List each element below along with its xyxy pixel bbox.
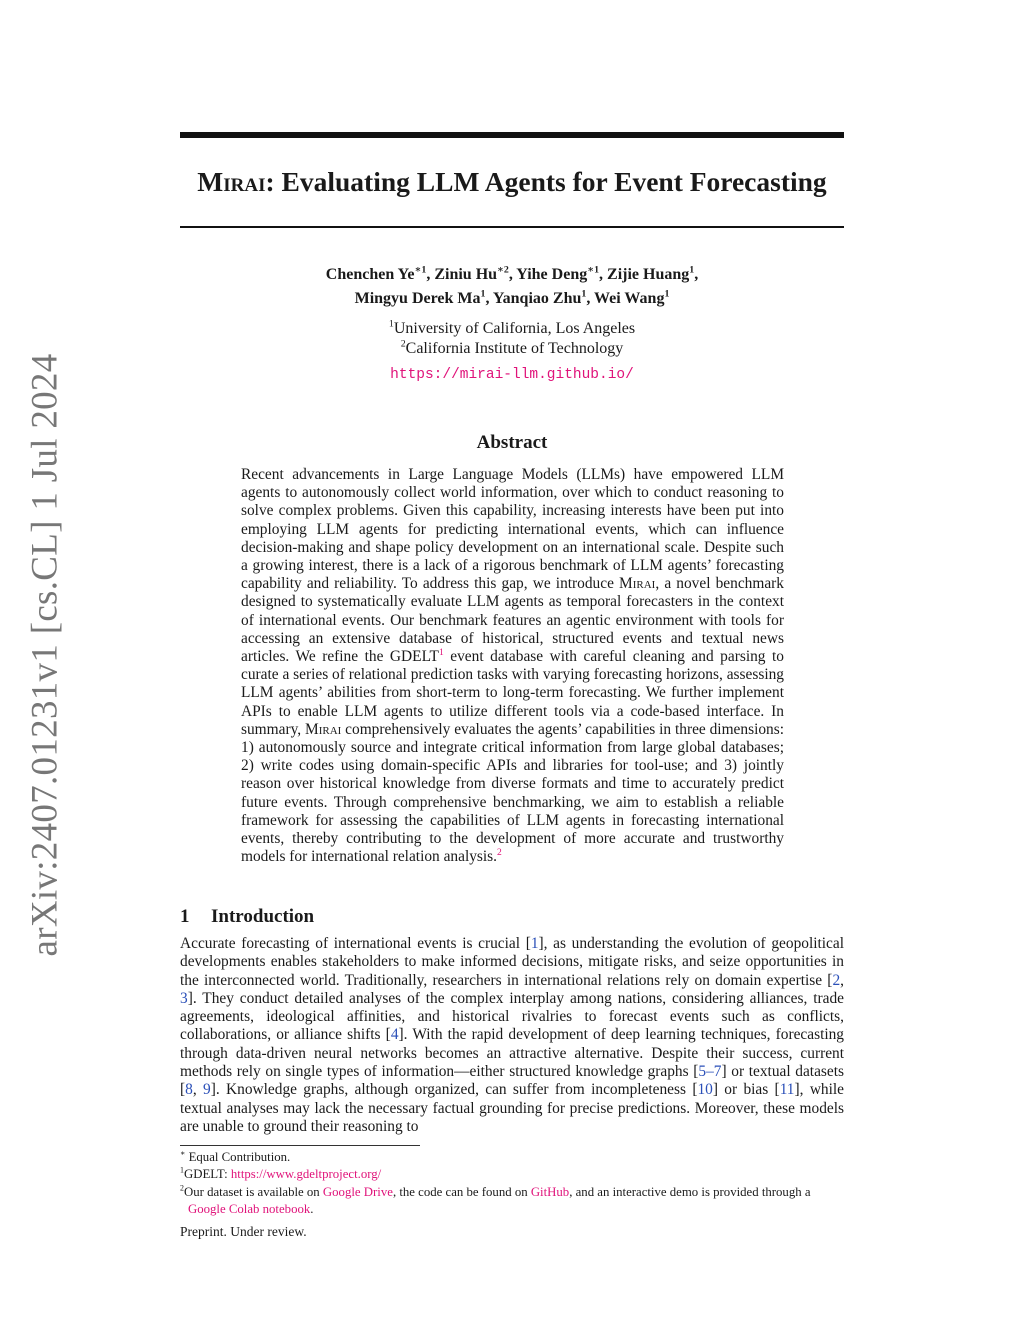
footnote-2: $^2$Our dataset is available on Google Drive, the code can be found on GitHub, and an interactive demo is provided through a Google Colab notebook. [180,1183,811,1216]
citation-link[interactable]: 3 [180,989,188,1007]
author-line-1 [180,266,844,284]
author: Chenchen $Ye^{∗1}$, [325,264,435,283]
citation-link[interactable]: 9 [203,1081,211,1099]
paper-title [180,166,844,198]
benchmark-name: Mirai [305,720,342,738]
title-top-rule [180,132,844,138]
abstract-body: Recent advancements in Large Language Models (LLMs) have empowered LLM agents to autonomously collect world information, over which to conduct reasoning to solve complex problems. Given this capability, increasing interests have been put into employing LLM agents for predicting international events, which can influence decision-making and shape policy development on an international scale. Despite such a growing interest, there is a lack of a rigorous benchmark of LLM agents’ forecasting capability and reliability. To address this gap, we introduce Mirai, a novel benchmark designed to systematically evaluate LLM agents as temporal forecasters in the context of international events. Our benchmark features an agentic environment with tools for accessing an extensive database of historical, structured events and textual news articles. We refine the GDELT$^1$ event database with careful cleaning and parsing to curate a series of relational prediction tasks with varying forecasting horizons, assessing LLM agents’ abilities from short-term to long-term forecasting. We further implement APIs to enable LLM agents to utilize different tools via a code-based interface. In summary, Mirai comprehensively evaluates the agents’ capabilities in three dimensions: 1) autonomously source and integrate critical information from large global databases; 2) write codes using domain-specific APIs and libraries for tool-use; and 3) jointly reason over historical knowledge from diverse formats and time to accurately predict future events. Through comprehensive benchmarking, we aim to establish a reliable framework for assessing the capabilities of LLM agents in forecasting international events, thereby contributing to the development of more accurate and trustworthy models for international relation analysis.$^2$ [241,466,785,866]
author: Yanqiao Zhu$^1$, [492,288,595,307]
footnote-1: $^1$GDELT: https://www.gdeltproject.org/ [180,1165,382,1181]
citation-link[interactable]: 2 [832,971,841,989]
author: Zijie Huang$^1$, [607,264,699,283]
citation-link[interactable]: 4 [390,1026,399,1044]
gdelt-link[interactable]: https://www.gdeltproject.org/ [230,1167,382,1181]
citation-link[interactable]: 10 [697,1081,713,1099]
author-line-2 [180,290,844,308]
citation-link[interactable]: 1 [530,935,539,952]
title-bottom-rule [180,226,844,228]
abstract-heading: Abstract [476,432,548,453]
author: Mingyu Derek Ma$^1$, [354,288,493,307]
footnote-ref-2[interactable]: 2 [497,847,502,859]
project-url-link[interactable]: https://mirai-llm.github.io/ [390,367,634,383]
footnote-equal-contribution: ∗ Equal Contribution. [180,1148,291,1164]
author: Ziniu $Hu^{∗2}$, [434,264,517,283]
affiliation: $^2$California Institute of Technology [400,338,624,357]
title-rest: : Evaluating LLM Agents for Event Forecasting [265,166,827,197]
preprint-notice: Preprint. Under review. [180,1224,307,1239]
citation-link[interactable]: 8 [185,1081,193,1099]
github-link[interactable]: GitHub [530,1185,570,1199]
colab-notebook-link[interactable]: Google Colab notebook [188,1201,311,1216]
arxiv-side-stamp: arXiv:2407.01231v1 [cs.CL] 1 Jul 2024 [24,353,66,957]
affiliation: $^1$University of California, Los Angeles [388,318,636,337]
section-heading-introduction: 1 Introduction [180,906,315,927]
footnote-ref-1[interactable]: 1 [438,646,444,658]
author: Yihe Deng$^{∗1}$, [516,264,608,283]
title-benchmark-name: Mirai [197,166,266,197]
introduction-body: Accurate forecasting of international events is crucial [1], as understanding the evolution of geopolitical developments enables stakeholders to make informed decisions, mitigate risks, and seize opportunities in the interconnected world. Traditionally, researchers in international relations rely on domain expertise [2, 3]. They conduct detailed analyses of the complex interplay among nations, considering alliances, trade agreements, ideological affinities, and historical rivalries to forecast events such as conflicts, collaborations, or alliance shifts [4]. With the rapid development of deep learning techniques, forecasting through data-driven neural networks becomes an attractive alternative. Despite their success, current methods rely on single types of information—either structured knowledge graphs [5–7] or textual datasets [8, 9]. Knowledge graphs, although organized, can suffer from incompleteness [10] or bias [11], while textual analyses may lack the necessary factual grounding for precise predictions. Moreover, these models are unable to ground their reasoning to [180,935,845,1135]
benchmark-name: Mirai [619,575,656,593]
footnote-divider [180,1145,420,1146]
citation-link[interactable]: 11 [779,1081,795,1099]
google-drive-link[interactable]: Google Drive [322,1185,393,1199]
citation-link[interactable]: 5–7 [698,1063,722,1081]
author: Wei Wang$^1$ [594,288,670,307]
